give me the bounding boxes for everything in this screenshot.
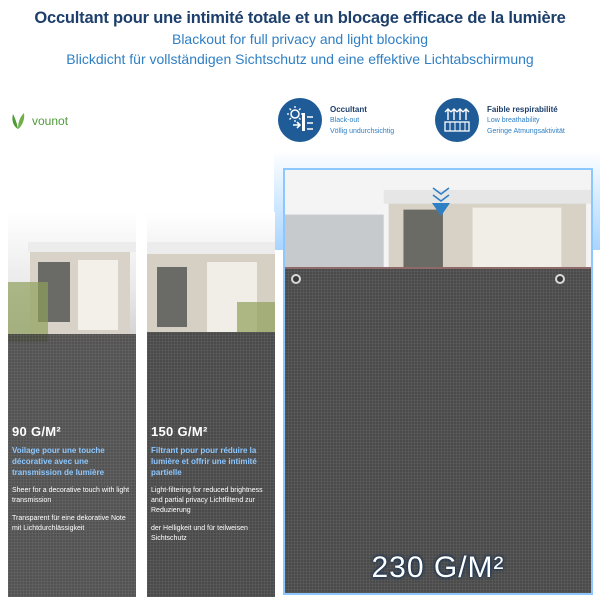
panel-90-german: Transparent für eine dekorative Note mit Lichtdurchlässigkeit bbox=[12, 515, 126, 532]
arrows-up-icon bbox=[435, 98, 479, 142]
panel-90-french: Voilage pour une touche décorative avec une transmission de lumière bbox=[12, 446, 105, 477]
feature-breathability-en: Low breathability bbox=[487, 116, 540, 124]
panel-230-weight: 230 G/M² bbox=[371, 551, 505, 584]
sun-blocked-icon bbox=[278, 98, 322, 142]
panel-150-german: der Helligkeit und für teilweisen Sichtschutz bbox=[151, 525, 248, 542]
feature-blackout bbox=[278, 98, 394, 142]
title-english: Blackout for full privacy and light blocking bbox=[171, 31, 429, 47]
panel-150gsm bbox=[147, 212, 275, 597]
panel-230gsm bbox=[283, 168, 593, 595]
down-chevron-icon bbox=[430, 184, 452, 218]
title-german: Blickdicht für vollständigen Sichtschutz und eine effektive Lichtabschirmung bbox=[66, 51, 534, 67]
panel-90-weight: 90 G/M² bbox=[12, 424, 62, 439]
feature-blackout-title: Occultant bbox=[330, 104, 367, 114]
fabric-mesh bbox=[285, 267, 591, 593]
feature-breathability-title: Faible respirabilité bbox=[487, 104, 558, 114]
leaf-logo-icon bbox=[10, 111, 26, 131]
header bbox=[0, 8, 600, 68]
panel-90-text bbox=[12, 424, 132, 534]
feature-breathability bbox=[435, 98, 565, 142]
panel-150-english: Light-filtering for reduced brightness and partial privacy Lichtfiltend zur Reduzierung bbox=[151, 487, 263, 514]
grommet-right-icon bbox=[555, 274, 565, 284]
feature-breathability-de: Geringe Atmungsaktivität bbox=[487, 127, 565, 135]
brand-name: vounot bbox=[32, 114, 69, 128]
panel-150-text bbox=[151, 424, 271, 544]
feature-blackout-en: Black-out bbox=[330, 116, 360, 124]
brand-logo bbox=[10, 111, 68, 131]
feature-blackout-de: Völlig undurchsichtig bbox=[330, 127, 395, 135]
panel-90-english: Sheer for a decorative touch with light transmission bbox=[12, 487, 130, 504]
panel-150-weight: 150 G/M² bbox=[151, 424, 208, 439]
grommet-left-icon bbox=[291, 274, 301, 284]
panel-150-french: Filtrant pour pour réduire la lumière et offrir une intimité partielle bbox=[151, 446, 257, 477]
title-french: Occultant pour une intimité totale et un blocage efficace de la lumière bbox=[34, 9, 566, 27]
panel-90gsm bbox=[8, 212, 136, 597]
